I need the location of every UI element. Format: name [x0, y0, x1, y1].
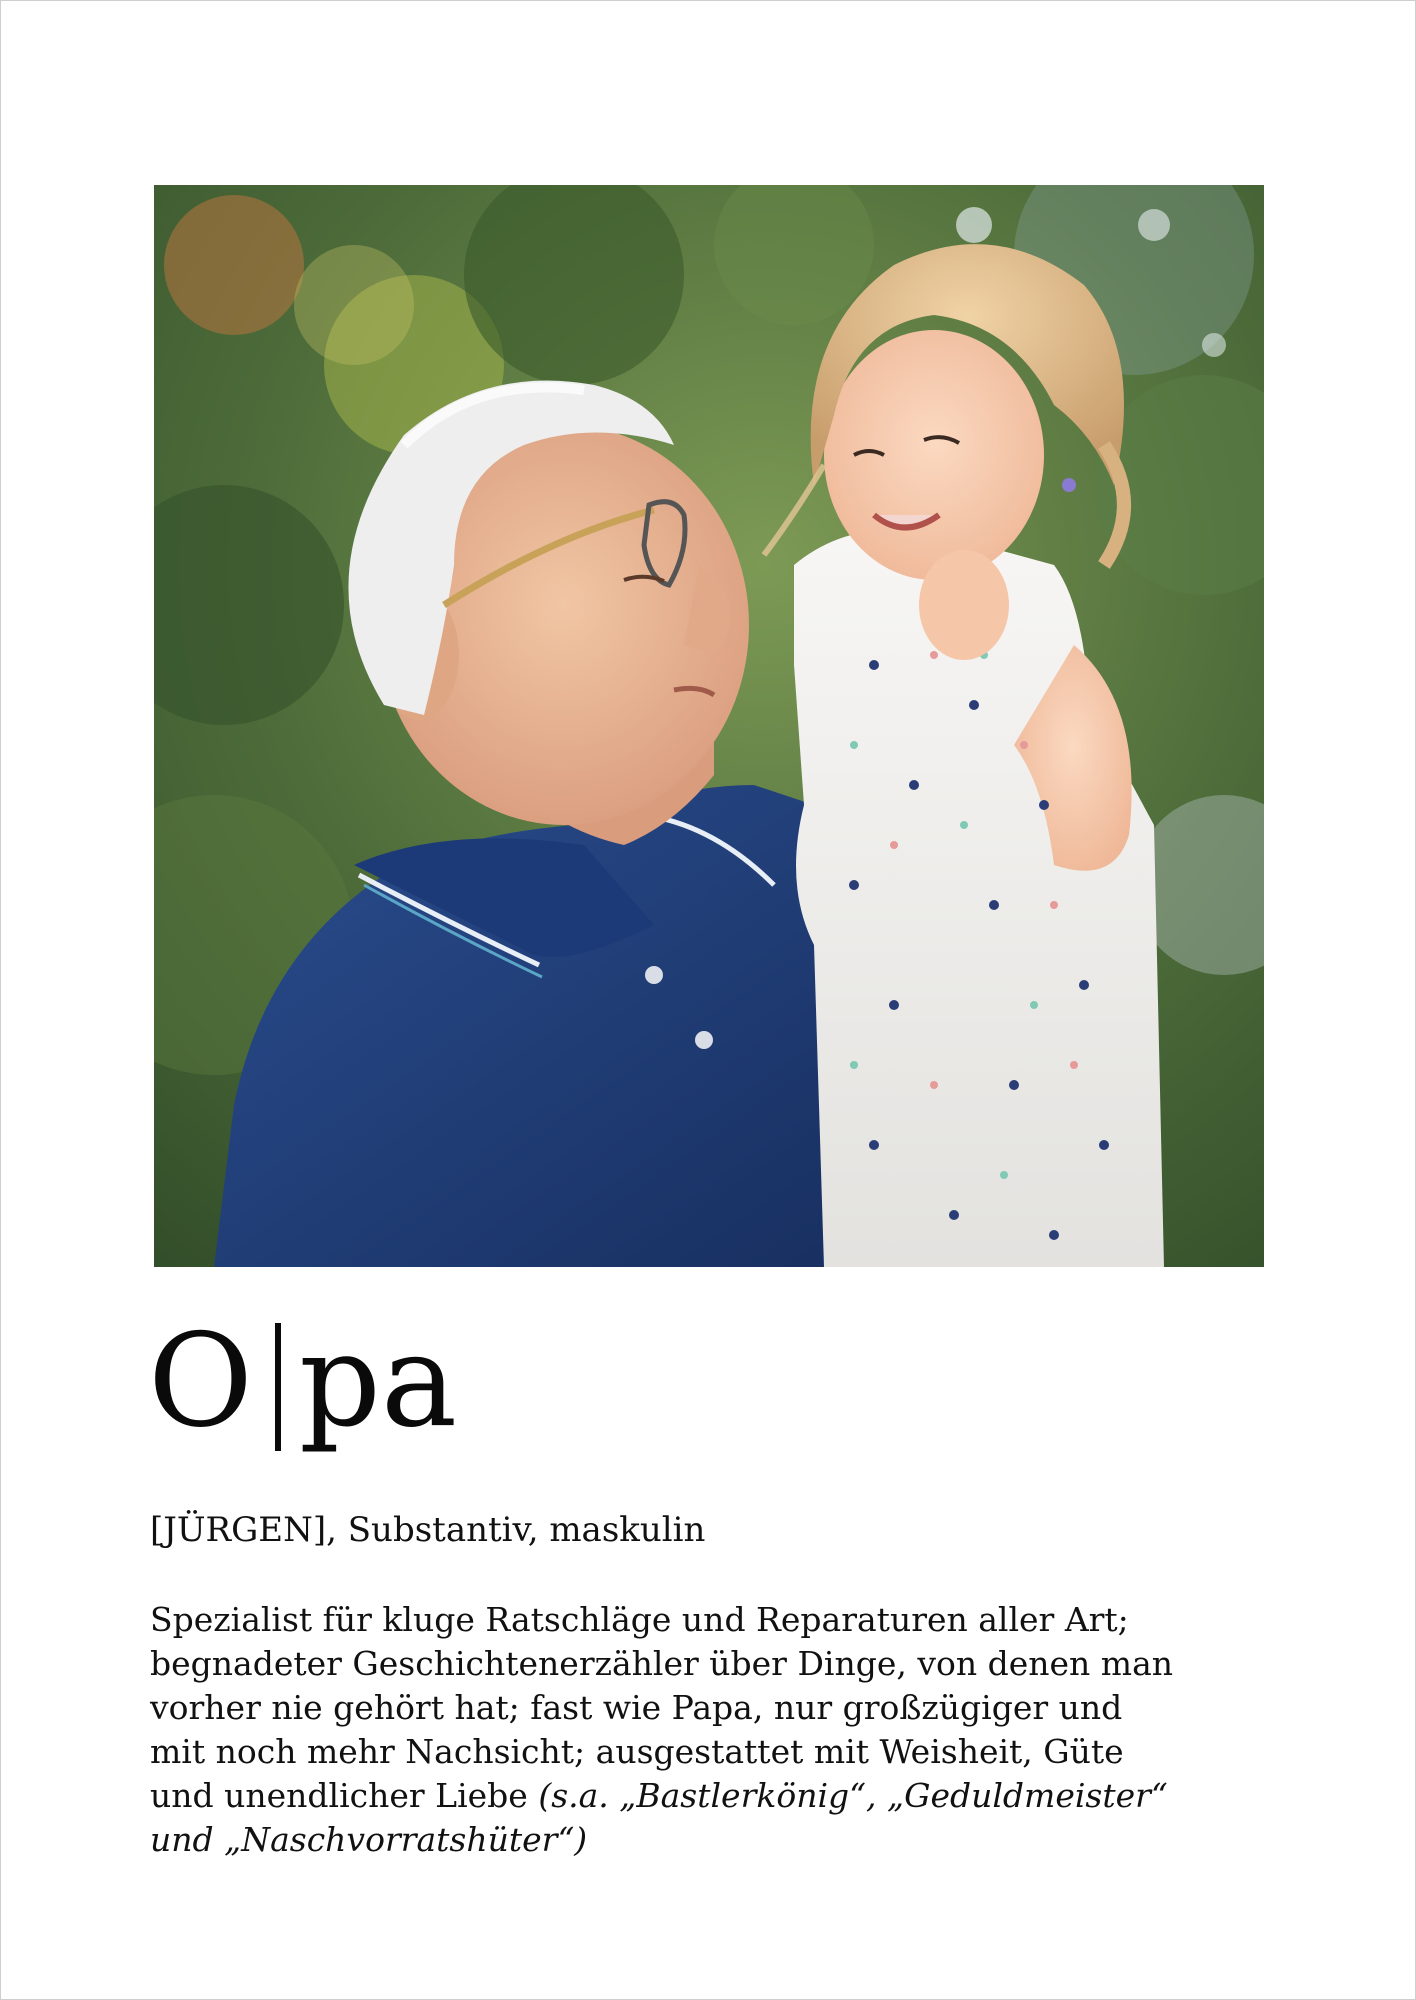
definition-line: vorher nie gehört hat; fast wie Papa, nur großzügiger und: [150, 1688, 1123, 1727]
headword-syllable-1: O: [148, 1307, 253, 1456]
headword: [148, 1307, 458, 1456]
grammar-info: [JÜRGEN], Substantiv, maskulin: [150, 1510, 706, 1550]
definition-see-also: (s.a. „Bastlerkönig“, „Geduldmeister“: [538, 1776, 1168, 1815]
definition-line-plain: und unendlicher Liebe: [150, 1776, 539, 1815]
definition-line: [150, 1774, 1260, 1818]
definition-line: Spezialist für kluge Ratschläge und Reparaturen aller Art;: [150, 1600, 1129, 1639]
definition-line: [150, 1818, 1260, 1862]
syllable-divider: [275, 1323, 281, 1451]
definition-text: [150, 1598, 1260, 1862]
photo-illustration: [154, 185, 1264, 1267]
grandfather-granddaughter-photo: [154, 185, 1264, 1267]
definition-see-also-end: und „Naschvorratshüter“): [150, 1820, 588, 1859]
definition-line: begnadeter Geschichtenerzähler über Dinge, von denen man: [150, 1644, 1173, 1683]
headword-syllable-2: pa: [298, 1307, 458, 1456]
definition-line: mit noch mehr Nachsicht; ausgestattet mit Weisheit, Güte: [150, 1732, 1124, 1771]
